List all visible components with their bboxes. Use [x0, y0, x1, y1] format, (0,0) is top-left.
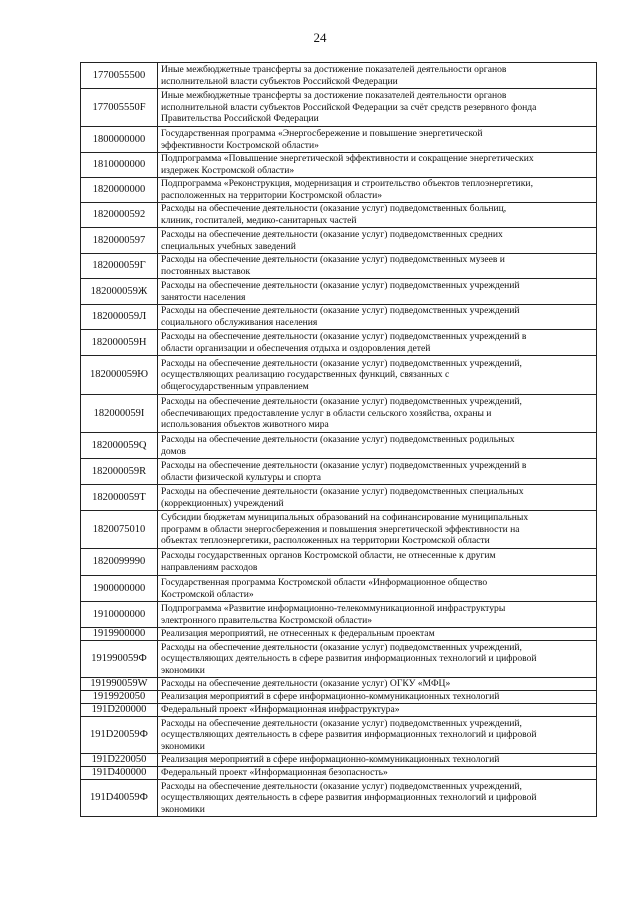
code-cell: 191990059Ф: [81, 641, 158, 678]
description-line: специальных учебных заведений: [161, 240, 296, 252]
description-line: осуществляющих деятельность в сфере развития информационных технологий и цифровой: [161, 729, 537, 741]
description-line: экономики: [161, 740, 205, 752]
table-row: [81, 178, 597, 203]
description-line: Расходы на обеспечение деятельности (оказание услуг) подведомственных учреждений в: [161, 330, 527, 342]
table-row: [81, 395, 597, 433]
description-line: Расходы государственных органов Костромской области, не отнесенные к другим: [161, 550, 496, 562]
description-cell: [158, 459, 597, 485]
table-row: [81, 330, 597, 356]
code-cell: 182000059Н: [81, 330, 158, 356]
code-cell: 191990059W: [81, 678, 158, 691]
description-line: электронного правительства Костромской области»: [161, 614, 372, 626]
description-line: объектах теплоэнергетики, расположенных на территории Костромской области: [161, 535, 490, 547]
description-line: обеспечивающих предоставление услуг в области сельского хозяйства, охраны и: [161, 407, 492, 419]
description-line: программ в области энергосбережения и повышения энергетической эффективности на: [161, 523, 520, 535]
description-cell: [158, 330, 597, 356]
description-line: области организации и обеспечения отдыха и оздоровления детей: [161, 342, 431, 354]
description-line: области физической культуры и спорта: [161, 471, 321, 483]
description-cell: [158, 89, 597, 127]
description-cell: [158, 678, 597, 691]
description-line: Подпрограмма «Развитие информационно-телекоммуникационной инфраструктуры: [161, 602, 506, 614]
description-cell: [158, 63, 597, 89]
table-row: [81, 717, 597, 754]
description-line: Государственная программа «Энергосбережение и повышение энергетической: [161, 127, 483, 139]
code-cell: 191D220050: [81, 754, 158, 767]
description-cell: [158, 641, 597, 678]
description-cell: [158, 153, 597, 178]
description-line: Расходы на обеспечение деятельности (оказание услуг) подведомственных родильных: [161, 433, 515, 445]
description-cell: [158, 704, 597, 717]
description-line: Расходы на обеспечение деятельности (оказание услуг) ОГКУ «МФЦ»: [161, 678, 451, 690]
description-line: Подпрограмма «Повышение энергетической эффективности и сокращение энергетических: [161, 153, 534, 165]
code-cell: 182000059R: [81, 459, 158, 485]
description-line: Расходы на обеспечение деятельности (оказание услуг) подведомственных учреждений,: [161, 641, 522, 653]
description-cell: [158, 717, 597, 754]
code-cell: 1919900000: [81, 628, 158, 641]
description-cell: [158, 602, 597, 628]
description-line: Расходы на обеспечение деятельности (оказание услуг) подведомственных специальных: [161, 485, 524, 497]
description-cell: [158, 433, 597, 459]
description-line: Расходы на обеспечение деятельности (оказание услуг) подведомственных учреждений: [161, 279, 520, 291]
description-line: социального обслуживания населения: [161, 317, 318, 328]
code-cell: 182000059Q: [81, 433, 158, 459]
code-cell: 1820099990: [81, 549, 158, 576]
description-cell: [158, 780, 597, 817]
table-row: [81, 602, 597, 628]
description-cell: [158, 254, 597, 279]
description-line: клиник, госпиталей, медико-санитарных частей: [161, 215, 357, 226]
code-cell: 182000059Л: [81, 305, 158, 330]
code-cell: 182000059Г: [81, 254, 158, 279]
description-line: Иные межбюджетные трансферты за достижение показателей деятельности органов: [161, 63, 507, 75]
code-cell: 1820000000: [81, 178, 158, 203]
code-cell: 177005550F: [81, 89, 158, 127]
description-cell: [158, 485, 597, 511]
table-row: [81, 691, 597, 704]
description-cell: [158, 228, 597, 254]
table-row: [81, 780, 597, 817]
description-line: Федеральный проект «Информационная безопасность»: [161, 767, 388, 779]
code-cell: 1810000000: [81, 153, 158, 178]
description-line: осуществляющих деятельность в сфере развития информационных технологий и цифровой: [161, 792, 537, 804]
description-cell: [158, 767, 597, 780]
description-line: (коррекционных) учреждений: [161, 497, 284, 509]
description-line: домов: [161, 445, 186, 457]
description-line: экономики: [161, 803, 205, 815]
table-row: [81, 89, 597, 127]
table-row: [81, 678, 597, 691]
table-row: [81, 485, 597, 511]
code-cell: 182000059Ж: [81, 279, 158, 305]
description-line: Расходы на обеспечение деятельности (оказание услуг) подведомственных учреждений,: [161, 780, 522, 792]
table-row: [81, 254, 597, 279]
description-cell: [158, 203, 597, 228]
description-line: Подпрограмма «Реконструкция, модернизация и строительство объектов теплоэнергетики,: [161, 178, 533, 190]
description-line: Расходы на обеспечение деятельности (оказание услуг) подведомственных средних: [161, 228, 503, 240]
table-row: [81, 767, 597, 780]
description-line: Федеральный проект «Информационная инфраструктура»: [161, 704, 400, 716]
description-line: исполнительной власти субъектов Российской Федерации: [161, 75, 398, 87]
description-cell: [158, 279, 597, 305]
table-row: [81, 704, 597, 717]
table-row: [81, 228, 597, 254]
table-row: [81, 511, 597, 549]
table-row: [81, 459, 597, 485]
description-line: Реализация мероприятий в сфере информационно-коммуникационных технологий: [161, 754, 500, 766]
description-line: Расходы на обеспечение деятельности (оказание услуг) подведомственных музеев и: [161, 254, 505, 266]
description-line: Расходы на обеспечение деятельности (оказание услуг) подведомственных учреждений в: [161, 459, 527, 471]
description-line: Расходы на обеспечение деятельности (оказание услуг) подведомственных учреждений: [161, 305, 520, 317]
code-cell: 1800000000: [81, 127, 158, 153]
code-cell: 191D20059Ф: [81, 717, 158, 754]
description-line: Реализация мероприятий в сфере информационно-коммуникационных технологий: [161, 691, 500, 703]
code-cell: 1900000000: [81, 576, 158, 602]
code-cell: 1820000597: [81, 228, 158, 254]
description-line: издержек Костромской области»: [161, 165, 295, 176]
description-line: осуществляющих деятельность в сфере развития информационных технологий и цифровой: [161, 653, 537, 665]
description-line: Расходы на обеспечение деятельности (оказание услуг) подведомственных учреждений,: [161, 396, 522, 408]
description-line: Реализация мероприятий, не отнесенных к федеральным проектам: [161, 628, 435, 640]
table-row: [81, 63, 597, 89]
budget-codes-table: [80, 62, 597, 817]
description-cell: [158, 549, 597, 576]
code-cell: 1919920050: [81, 691, 158, 704]
description-line: экономики: [161, 664, 205, 676]
description-line: Субсидии бюджетам муниципальных образований на софинансирование муниципальных: [161, 512, 529, 524]
description-cell: [158, 754, 597, 767]
description-line: Иные межбюджетные трансферты за достижение показателей деятельности органов: [161, 90, 507, 102]
table-row: [81, 127, 597, 153]
code-cell: 191D200000: [81, 704, 158, 717]
code-cell: 1820075010: [81, 511, 158, 549]
table-row: [81, 279, 597, 305]
description-line: исполнительной власти субъектов Российской Федерации за счёт средств резервного фонда: [161, 101, 537, 113]
description-cell: [158, 511, 597, 549]
description-cell: [158, 127, 597, 153]
table-row: [81, 153, 597, 178]
table-row: [81, 356, 597, 395]
description-line: Расходы на обеспечение деятельности (оказание услуг) подведомственных учреждений,: [161, 717, 522, 729]
description-cell: [158, 691, 597, 704]
page-number: 24: [313, 30, 327, 45]
description-cell: [158, 178, 597, 203]
code-cell: 1910000000: [81, 602, 158, 628]
code-cell: 182000059Ю: [81, 356, 158, 395]
table-row: [81, 628, 597, 641]
table-body: [81, 63, 597, 817]
description-cell: [158, 576, 597, 602]
code-cell: 191D400000: [81, 767, 158, 780]
description-cell: [158, 395, 597, 433]
description-line: эффективности Костромской области»: [161, 139, 319, 151]
description-line: общегосударственным управлением: [161, 380, 309, 392]
description-line: осуществляющих реализацию государственных функций, связанных с: [161, 369, 450, 381]
table-row: [81, 433, 597, 459]
table-row: [81, 203, 597, 228]
description-line: Правительства Российской Федерации: [161, 113, 319, 125]
code-cell: 1770055500: [81, 63, 158, 89]
description-line: занятости населения: [161, 291, 246, 303]
description-cell: [158, 356, 597, 395]
table-row: [81, 549, 597, 576]
code-cell: 182000059I: [81, 395, 158, 433]
description-cell: [158, 628, 597, 641]
description-line: использования объектов животного мира: [161, 419, 329, 431]
table-row: [81, 754, 597, 767]
description-cell: [158, 305, 597, 330]
code-cell: 182000059T: [81, 485, 158, 511]
code-cell: 191D40059Ф: [81, 780, 158, 817]
description-line: направлениям расходов: [161, 562, 258, 573]
table-row: [81, 576, 597, 602]
description-line: Расходы на обеспечение деятельности (оказание услуг) подведомственных больниц,: [161, 203, 507, 215]
description-line: Костромской области»: [161, 588, 254, 600]
code-cell: 1820000592: [81, 203, 158, 228]
table-row: [81, 641, 597, 678]
description-line: расположенных на территории Костромской области»: [161, 190, 383, 201]
description-line: Расходы на обеспечение деятельности (оказание услуг) подведомственных учреждений,: [161, 357, 522, 369]
description-line: Государственная программа Костромской области «Информационное общество: [161, 576, 488, 588]
table-row: [81, 305, 597, 330]
description-line: постоянных выставок: [161, 266, 251, 277]
